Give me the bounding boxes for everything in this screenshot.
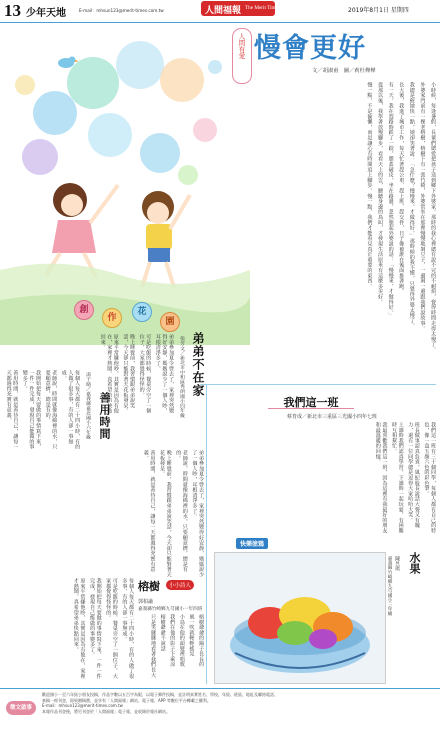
art-artist: 陳昱琪 [394,556,400,571]
page-header [0,0,440,23]
poem-line: 榕樹爺爺的鬍子長長的 [198,614,204,667]
continuation-paragraph: 原來平常嫌他吵，其實是因為有他在，家裡才熱鬧。真希望弟弟快點回來。 [72,578,86,679]
continuation-paragraph: 每個人每天都有二十四小時，有的人做了很多事，有的人卻一事無成。 [121,578,134,679]
fruit-bowl-illustration [215,553,385,683]
column-tag-text: 人間有愛 [237,33,246,59]
flower-char-4: 園 [160,312,180,332]
story4-byline: 蔡育成／新北市三重區三光國小四年七班 [286,414,377,420]
continuation-paragraph: 老師說，時間就像海綿裡的水，只要願意擠，總是有的。 [175,450,188,572]
poem-line: 只是笑瞇瞇地看著我們長大 [150,614,157,678]
story5-school: 嘉義縣竹崎鄉九芎國小一年四班 [138,607,203,612]
paper-english: The Merit Times [245,5,280,11]
story2-title: 弟弟不在家 [191,332,205,397]
main-title: 慢會更好 [254,33,366,64]
boy-figure [142,191,190,287]
story5-title: 榕樹 [138,580,160,593]
main-paragraph: 小時候，每逢暑假，長輩們總愛把孩子送到鄉下外婆家。那時的我心裡總有說不完的不耐煩，覺得時間走得太慢了。 [430,82,436,353]
story4-paragraph: 我最喜歡我們這一班，因為這裡有我最好的朋友和最溫暖的回憶。 [374,422,388,534]
continuation-paragraph: 善用時間，就是善待自己，讓每一天都過得充實有意義。 [142,450,156,572]
paper-name: 人間福報 [205,6,242,16]
story5-byline: 郭柏諭 [138,599,154,605]
story2-byline: 張芳文／新北市中和區秀朗國小四年級 [179,336,184,418]
footer-line: 本報作品刊登後，將另刊登於「人間福報」電子報，並收錄於報社網站。 [42,708,170,714]
flower-char-3: 花 [132,302,152,322]
poem-line: 榕樹爺爺不說話 [159,614,166,652]
header-email: E-mail：mhsun123@merit-times.com.tw [79,8,164,13]
flower-char-2: 作 [102,308,122,328]
column-divider [206,384,207,684]
story4-paragraph: 班長做事認真負責，風紀股長說話大聲又有魄力，還有一位同學總是逗得大家哈哈大笑。 [407,422,420,528]
story3-title: 善用時間 [98,392,111,440]
story2-paragraph: 可是吃飯的時候，餐桌旁空了一個位子，大家都覺得怪怪的。 [138,334,152,414]
continuation-paragraph: 弟弟參加夏令營去了，家裡突然變得好安靜，媽媽說少了一個人吵，耳根清淨多了。 [191,450,204,578]
continuation-paragraph: 我開始把每天要做的事情寫下來，一件一件完成，發現自己能做的事變多了。 [89,578,102,679]
header-date: 2019年8月1日 星期四 [348,7,409,14]
section-divider [200,384,436,385]
main-paragraph: 外婆家門前有一棵老榕樹，榕樹下有一張竹椅，外婆常坐在那裡慢慢地剝豆子，一邊剝一邊跟我們說故事。 [419,82,426,332]
main-paragraph: 長大後，我進了城市工作，每天忙著趕公車、趕上班、趕交件，日子像被誰在後面推著跑。 [398,82,405,294]
story2-paragraph: 弟弟參加夏令營去了，家裡突然變得好安靜，媽媽說少了一個人吵，耳根清淨多了。 [154,334,174,414]
art-title: 水果 [408,552,421,574]
column-tag [232,28,252,84]
flower-char-1: 創 [74,300,94,320]
poem-line: 小鳥在他的頭髮裡唱歌 [178,614,185,667]
continuation-body-left [4,450,204,578]
art-banner: 快樂塗鴉 [236,538,268,549]
story3-paragraph: 每個人每天都有二十四小時，有的人做了很多事，有的人卻一事無成。 [60,370,80,450]
main-byline: 文／胡淑甫 圖／莉杜樺樺 [312,68,376,74]
story4-title: 我們這一班 [268,394,354,409]
story3-paragraph: 老師說，時間就像海綿裡的水，只要願意擠，總是有的。 [44,370,58,450]
footer-text [42,692,436,714]
continuation-paragraph: 可是吃飯的時候，餐桌旁空了一個位子，大家都覺得怪怪的。 [105,578,118,679]
balloons [15,41,222,185]
story3-byline: 湯于晴／嘉義縣嘉北國小六年級 [85,372,90,440]
page-number: 13 [4,1,21,20]
girl-figure [46,183,118,277]
story4-paragraph: 上課時我們認真學習，下課時一起玩耍，有困難時互相幫忙。 [391,422,404,534]
story2-paragraph: 原來平常嫌他吵，其實是因為有他在，家裡才熱鬧。真希望弟弟快點回來。 [99,334,119,414]
story2-paragraph: 晚上睡覺前，我習慣跟弟弟說笑話，今天卻只能對著天花板發呆。 [122,334,136,414]
main-paragraph: 我總是催她快一點，她卻笑著說：「急什麼？慢慢來，才做得好。」那時候的我不懂，只覺得外婆太慢了。 [408,82,415,329]
page-footer [0,688,440,736]
story5-tag: 小小詩人 [166,580,194,590]
footer-badge: 徵文啟事 [6,701,36,715]
footer-line: 歡迎國小一至六年級小朋友投稿，作品字數以五百字為限，以電子郵件投稿，並註明真實姓名、學校、年級、班級、地址及聯絡電話。 [42,692,278,697]
main-paragraph: 從那以後，我學著放慢腳步，看看天上的雲，聽聽身邊的鳥叫，才發現生活原來有這麼多美好。 [377,82,384,305]
continuation-paragraph: 晚上睡覺前，我習慣跟弟弟說笑話，今天卻只能對著天花板發呆。 [159,450,172,578]
poem-line: 風一吹就輕輕搖晃 [188,614,195,657]
art-school: 嘉義縣竹崎鄉九芎國小三年級 [387,556,392,616]
story5-poem [138,614,204,680]
paper-logo [201,1,280,16]
fruit-drawing [214,552,386,684]
footer-line: 來稿一經刊登，即致贈稿費，並享有「人間福報」網站、電子報、APP 等數位平台轉載之權利。 [42,697,211,703]
story4-paragraph: 我們這一班有三十個同學，每個人都有自己的特色，像一盒五顏六色的彩色筆。 [423,422,436,534]
footer-email: E-mail：mhsun123@merit-times.com.tw [42,703,123,709]
main-article-body [200,82,436,382]
story3-paragraph: 善用時間，就是善待自己，讓每一天都過得充實有意義。 [5,370,19,450]
main-paragraph: 慢一點，不是偷懶，而是讓心有時間追上腳步。慢一點，我們才能看見真正重要的東西。 [366,82,373,289]
continuation-body-bottom [4,578,134,680]
section-name: 少年天地 [26,8,66,19]
story3-body [4,370,80,450]
main-paragraph: 有一天，我在趕路時跌了一跤，膝蓋破皮，坐在路邊，忽然想起外婆說的話：「慢慢來，才做得好。」 [387,82,394,318]
poem-line: 我們在他的影子下乘涼 [169,614,176,667]
story3-paragraph: 我開始把每天要做的事情寫下來，一件一件完成，發現自己能做的事變多了。 [21,370,42,450]
story4-body [208,422,436,534]
